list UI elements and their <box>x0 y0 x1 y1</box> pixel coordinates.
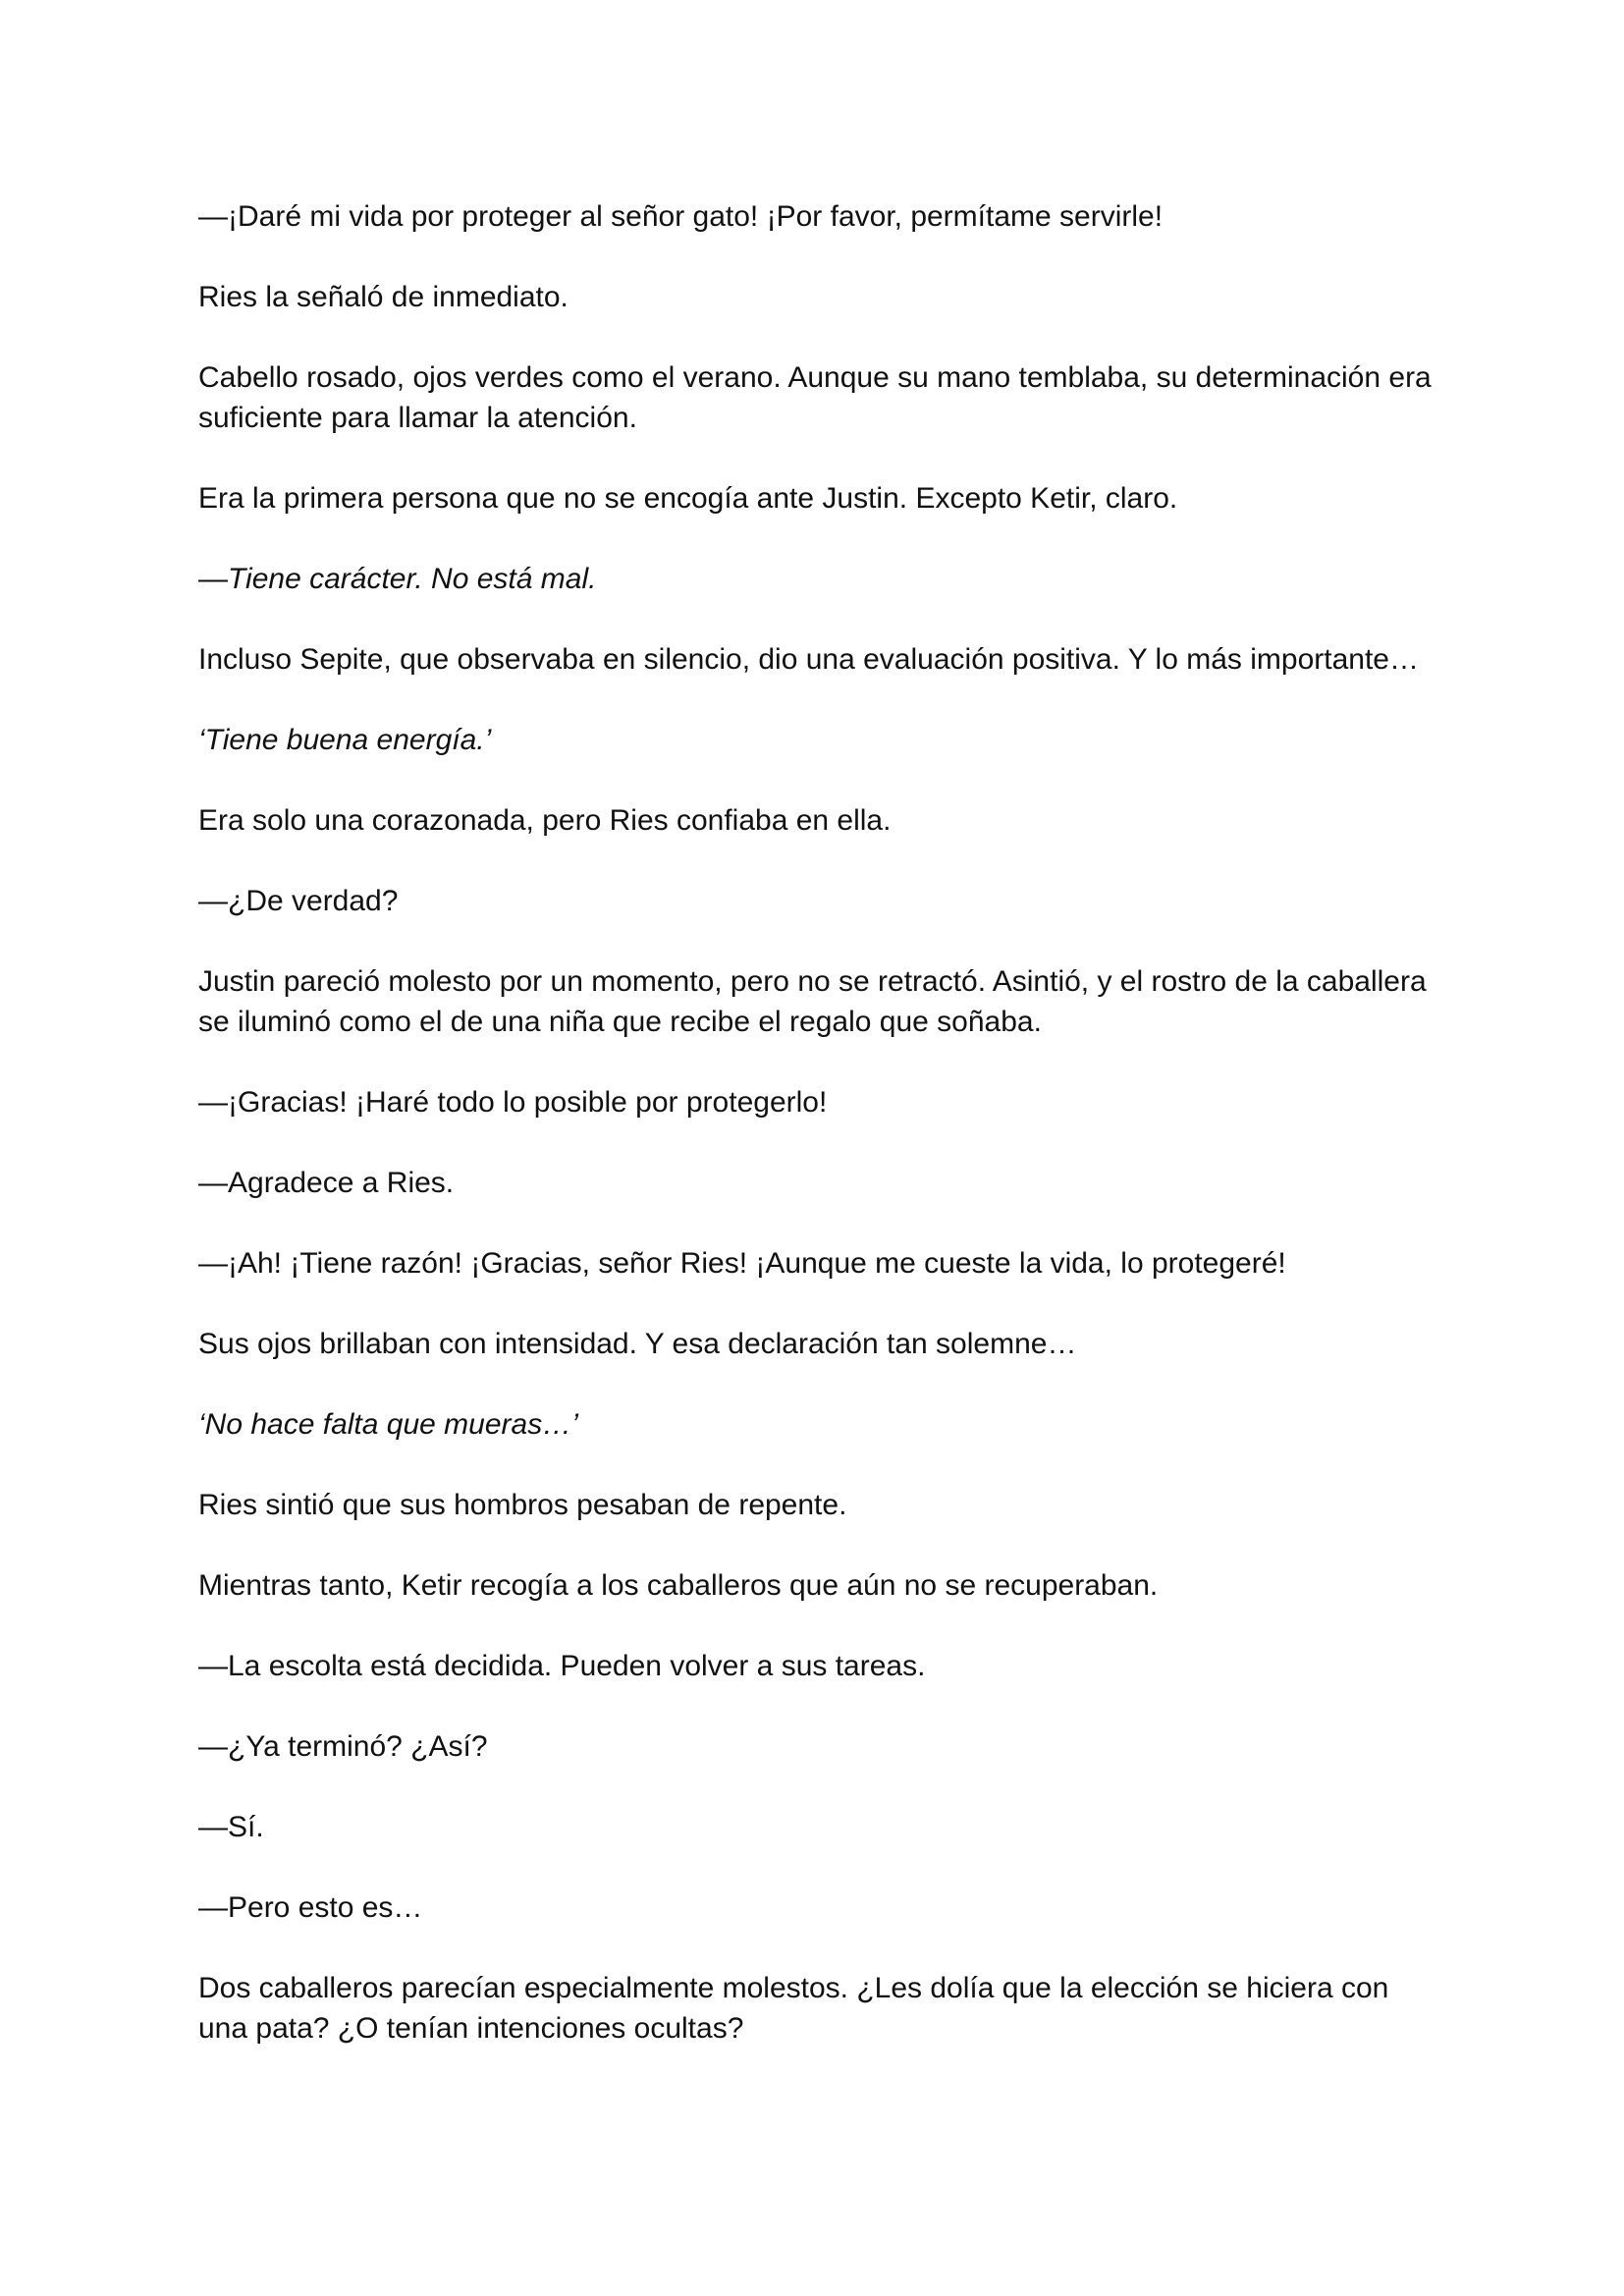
paragraph: —Sí. <box>198 1811 264 1843</box>
paragraph: Sus ojos brillaban con intensidad. Y esa declaración tan solemne… <box>198 1328 1077 1360</box>
paragraph: Mientras tanto, Ketir recogía a los caballeros que aún no se recuperaban. <box>198 1569 1159 1602</box>
paragraph: Ries sintió que sus hombros pesaban de repente. <box>198 1489 847 1521</box>
paragraph <box>198 559 1435 599</box>
body-text <box>198 196 1435 2089</box>
paragraph: Justin pareció molesto por un momento, pero no se retractó. Asintió, y el rostro de la caballera se iluminó como el de una niña que recibe el regalo que soñaba. <box>198 965 1427 1038</box>
paragraph: Ries la señaló de inmediato. <box>198 281 568 313</box>
italic-thought: ‘No hace falta que mueras…’ <box>198 1408 578 1441</box>
italic-thought: ‘Tiene buena energía.’ <box>198 724 492 756</box>
paragraph: —¡Gracias! ¡Haré todo lo posible por protegerlo! <box>198 1086 828 1119</box>
paragraph: —¡Daré mi vida por proteger al señor gato! ¡Por favor, permítame servirle! <box>198 200 1164 233</box>
paragraph: —La escolta está decidida. Pueden volver a sus tareas. <box>198 1650 926 1682</box>
paragraph: Dos caballeros parecían especialmente molestos. ¿Les dolía que la elección se hiciera con una pata? ¿O tenían intenciones ocultas? <box>198 1972 1389 2045</box>
paragraph: —¡Ah! ¡Tiene razón! ¡Gracias, señor Ries! ¡Aunque me cueste la vida, lo protegeré! <box>198 1247 1286 1280</box>
paragraph: —Agradece a Ries. <box>198 1167 455 1199</box>
paragraph: Cabello rosado, ojos verdes como el verano. Aunque su mano temblaba, su determinación era suficiente para llamar la atención. <box>198 361 1432 434</box>
paragraph: —¿Ya terminó? ¿Así? <box>198 1730 488 1763</box>
italic-speech: Tiene carácter. No está mal. <box>228 563 597 595</box>
dialogue-dash: — <box>198 563 228 595</box>
paragraph: —¿De verdad? <box>198 885 399 917</box>
paragraph: Era solo una corazonada, pero Ries confiaba en ella. <box>198 804 892 837</box>
paragraph: —Pero esto es… <box>198 1891 423 1924</box>
paragraph: Incluso Sepite, que observaba en silencio, dio una evaluación positiva. Y lo más importante… <box>198 643 1419 676</box>
paragraph: Era la primera persona que no se encogía ante Justin. Excepto Ketir, claro. <box>198 482 1178 515</box>
